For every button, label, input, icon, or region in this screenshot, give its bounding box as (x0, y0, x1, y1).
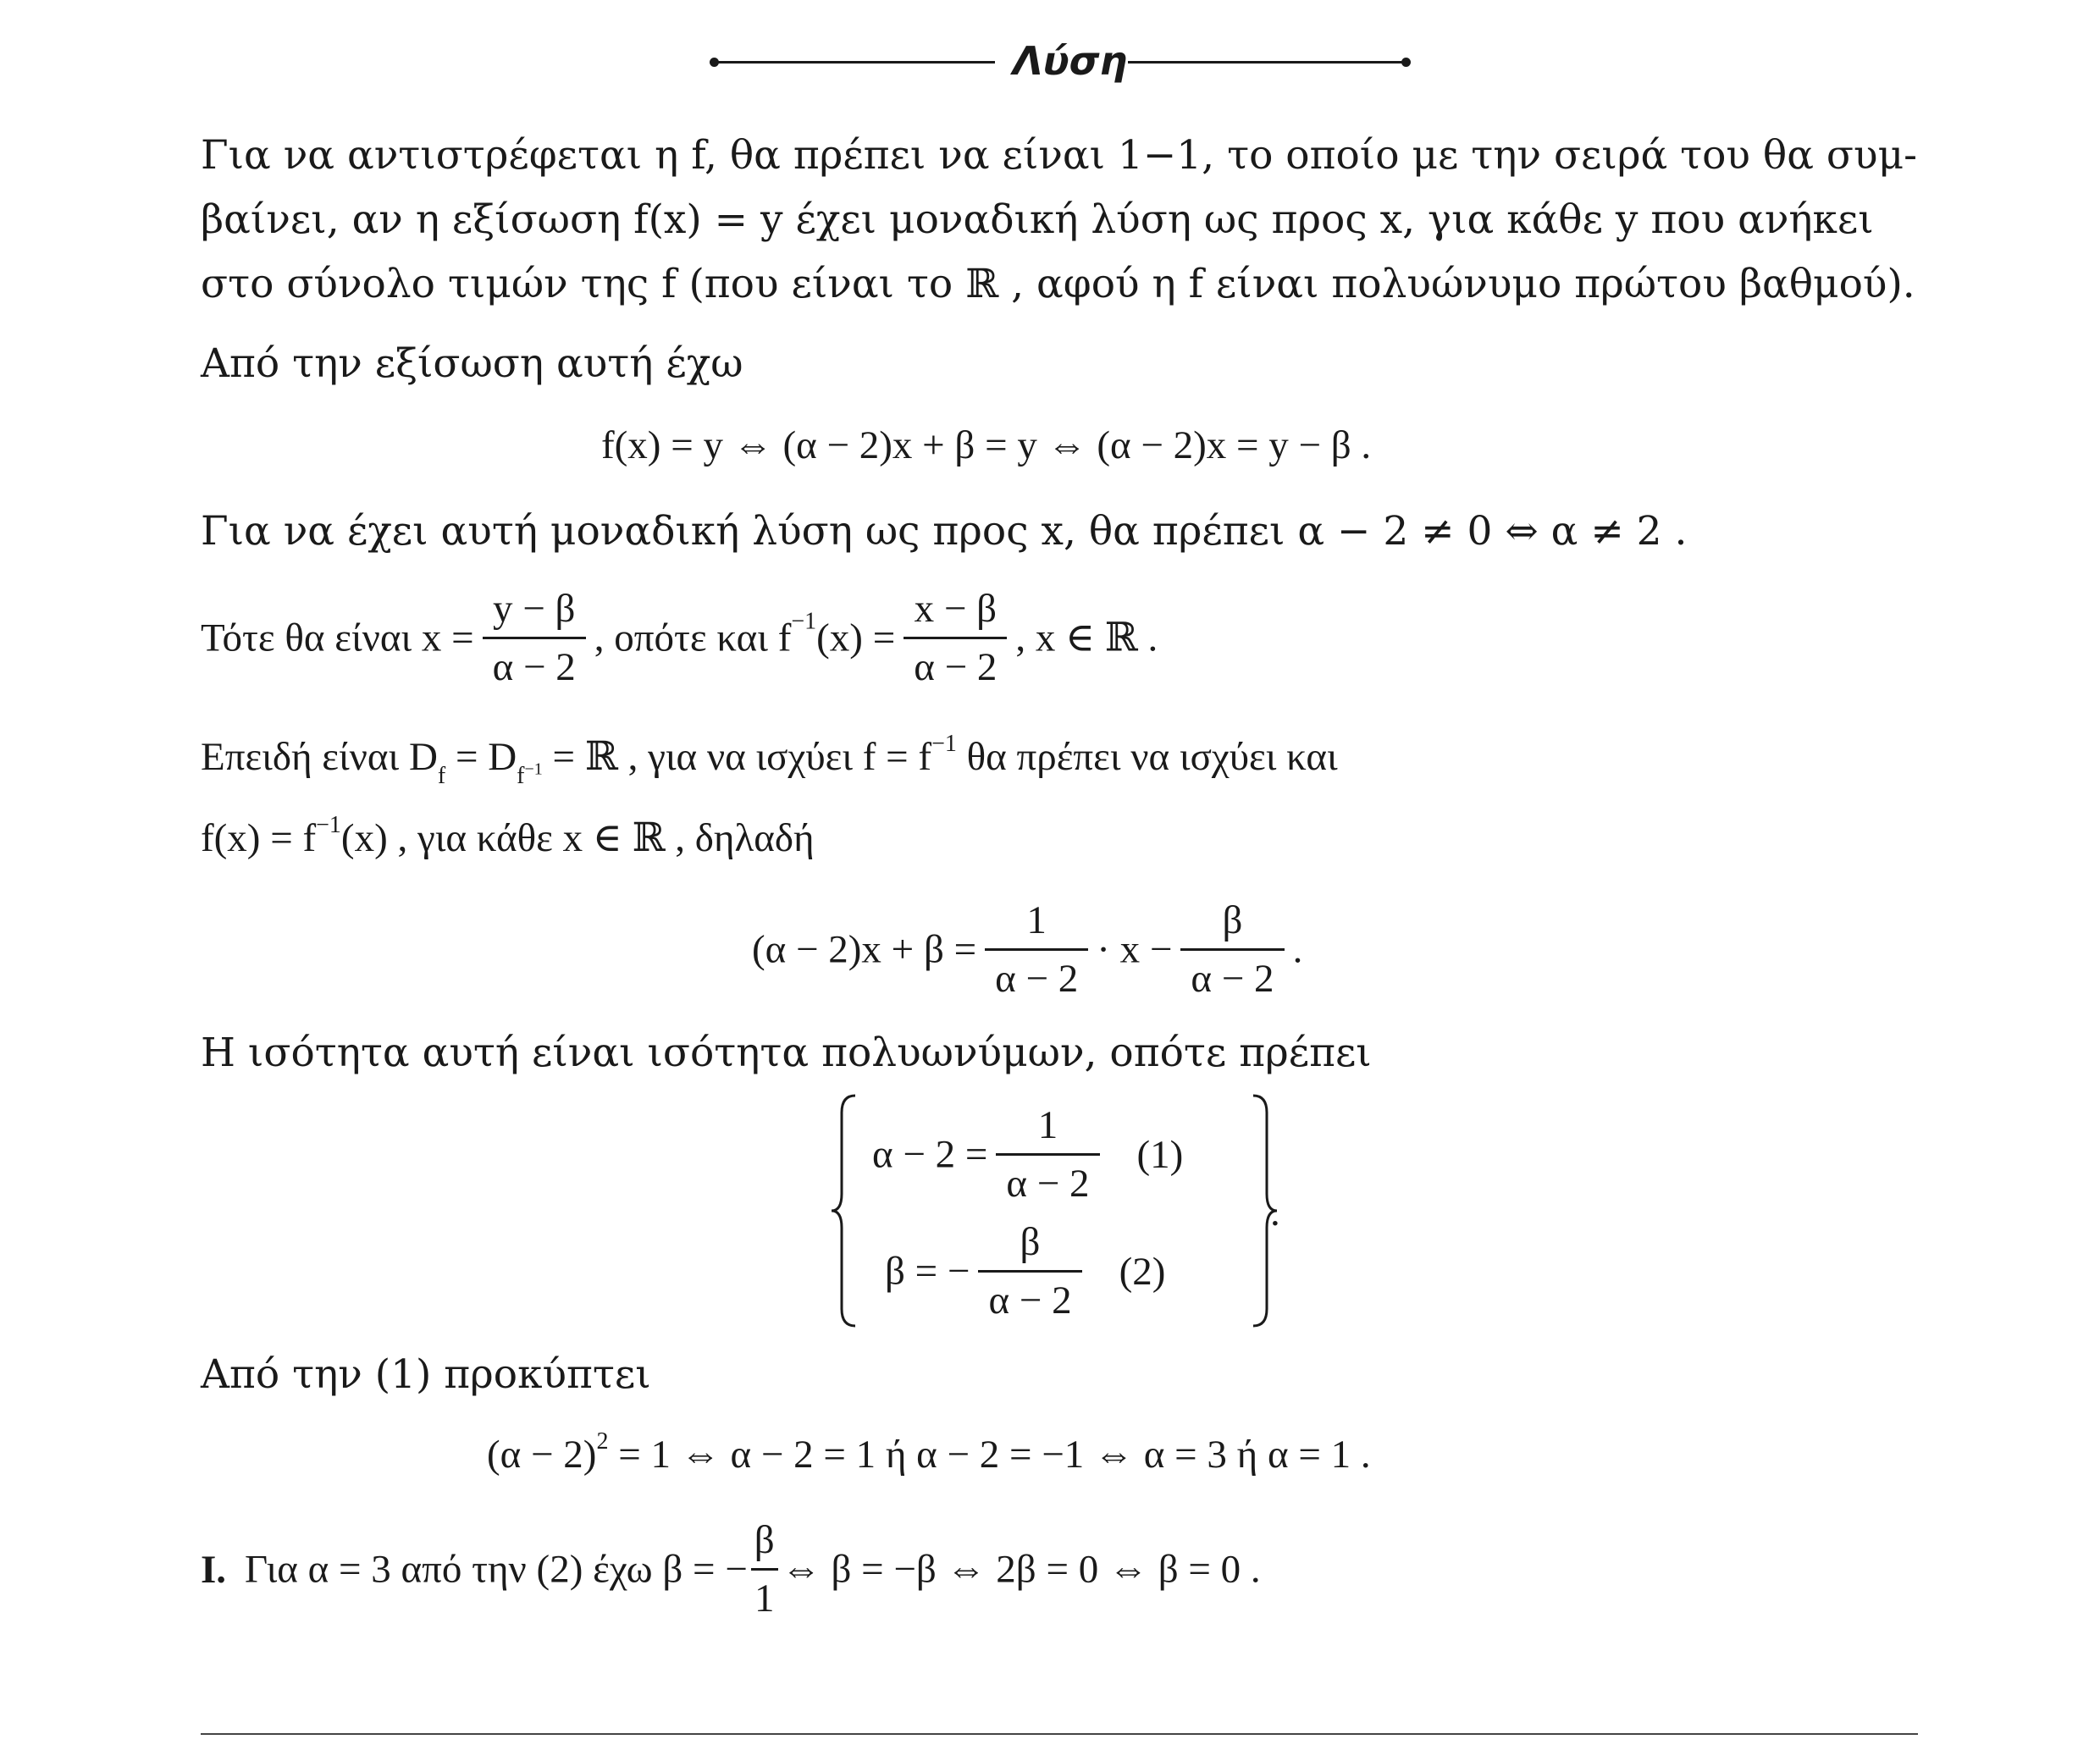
system-row-2-num: β (978, 1214, 1081, 1273)
from-one-line: Από την (1) προκύπτει (201, 1351, 651, 1398)
domain-sub-finv-sup: −1 (524, 759, 543, 779)
system-end: . (1270, 1190, 1280, 1234)
header-title: Λύση (1013, 38, 1128, 84)
equality-part-2: (x) , για κάθε x ∈ ℝ , δηλαδή (340, 816, 815, 860)
domain-part-2: = D (445, 735, 517, 779)
system-row-2-lhs: β = − (885, 1249, 970, 1294)
inverse-middle: , οπότε και f (594, 616, 792, 660)
domain-part-1: Επειδή είναι D (201, 735, 438, 779)
equation-3-part-2: = 1 ⇔ α − 2 = 1 ή α − 2 = −1 ⇔ α = 3 ή α = 1 . (608, 1433, 1371, 1477)
intro-line: Από την εξίσωση αυτή έχω (201, 340, 743, 387)
domain-sub-f: f (437, 763, 446, 789)
inverse-suffix: , x ∈ ℝ . (1015, 616, 1158, 660)
case-one-part-1: Για α = 3 από την (2) έχω β = − (245, 1547, 748, 1592)
fraction-inverse-den: α − 2 (914, 645, 998, 689)
fraction-inverse (904, 581, 1007, 695)
header-left-rule (714, 61, 995, 64)
equation-2 (752, 892, 1302, 1007)
paragraph-line-3: στο σύνολο τιμών της f (που είναι το ℝ , αφού η f είναι πολυώνυμο πρώτου βαθμού). (201, 261, 1915, 307)
case-one-fraction-num: β (751, 1512, 778, 1571)
equation-3-sup: 2 (596, 1428, 609, 1455)
domain-part-3: = ℝ , για να ισχύει f = f (542, 735, 932, 779)
fraction-inverse-num: x − β (904, 581, 1007, 639)
system-row-2-fraction (978, 1214, 1081, 1328)
condition-line: Για να έχει αυτή μοναδική λύση ως προς x, θα πρέπει α − 2 ≠ 0 ⇔ α ≠ 2 . (201, 508, 1688, 555)
domain-sup: −1 (931, 731, 957, 757)
equality-part-1: f(x) = f (201, 816, 317, 860)
fraction-x-den: α − 2 (492, 645, 576, 689)
equation-2-fraction-2-num: β (1180, 892, 1284, 951)
equation-2-fraction-1-den: α − 2 (995, 957, 1079, 1001)
system-row-1-num: 1 (996, 1097, 1099, 1156)
inverse-prefix: Τότε θα είναι x = (201, 616, 474, 660)
inverse-sup: −1 (791, 608, 817, 635)
case-one-fraction-den: 1 (754, 1577, 775, 1621)
system-row-2 (885, 1214, 1165, 1328)
equation-3 (487, 1429, 1371, 1480)
equation-2-fraction-1-num: 1 (985, 892, 1088, 951)
domain-line (201, 731, 1338, 789)
header-right-dot (1401, 58, 1411, 67)
equation-2-fraction-2-den: α − 2 (1191, 957, 1274, 1001)
polynomial-line: Η ισότητα αυτή είναι ισότητα πολυωνύμων, οπότε πρέπει (201, 1030, 1372, 1076)
equality-line (201, 813, 815, 864)
system-row-1-lhs: α − 2 = (872, 1132, 988, 1177)
system-row-1 (872, 1097, 1183, 1212)
case-one-label: I. (201, 1547, 227, 1592)
case-one-part-2: ⇔ β = −β ⇔ 2β = 0 ⇔ β = 0 . (781, 1547, 1261, 1592)
domain-part-4: θα πρέπει να ισχύει και (956, 735, 1338, 779)
paragraph-line-2: βαίνει, αν η εξίσωση f(x) = y έχει μοναδική λύση ως προς x, για κάθε y που ανήκει (201, 196, 1874, 243)
header-right-rule (1128, 61, 1406, 64)
inverse-formula-line (201, 581, 1158, 695)
equation-2-mid: · x − (1097, 927, 1173, 972)
system-left-brace (830, 1092, 864, 1329)
equality-sup: −1 (316, 812, 341, 838)
system-row-1-den: α − 2 (1006, 1162, 1090, 1206)
fraction-x-num: y − β (483, 581, 586, 639)
paragraph-line-1: Για να αντιστρέφεται η f, θα πρέπει να είναι 1−1, το οποίο με την σειρά του θα συμ- (201, 132, 1917, 179)
equation-1: f(x) = y ⇔ (α − 2)x + β = y ⇔ (α − 2)x = y − β . (601, 423, 1372, 467)
system-row-2-tag: (2) (1119, 1249, 1166, 1294)
equation-2-end: . (1292, 927, 1303, 972)
system-row-1-fraction (996, 1097, 1099, 1212)
system-row-1-tag: (1) (1136, 1132, 1184, 1177)
equation-2-lhs: (α − 2)x + β = (752, 927, 977, 972)
equation-3-part-1: (α − 2) (487, 1433, 597, 1477)
case-one-line (201, 1512, 1261, 1626)
case-one-fraction (751, 1512, 778, 1626)
system-row-2-den: α − 2 (988, 1278, 1072, 1323)
inverse-middle-2: (x) = (816, 616, 896, 660)
fraction-x (483, 581, 586, 695)
domain-sub-finv-base: f (517, 763, 525, 789)
domain-sub-finv (517, 759, 543, 789)
equation-2-fraction-2 (1180, 892, 1284, 1007)
bottom-rule (201, 1733, 1918, 1735)
equation-2-fraction-1 (985, 892, 1088, 1007)
